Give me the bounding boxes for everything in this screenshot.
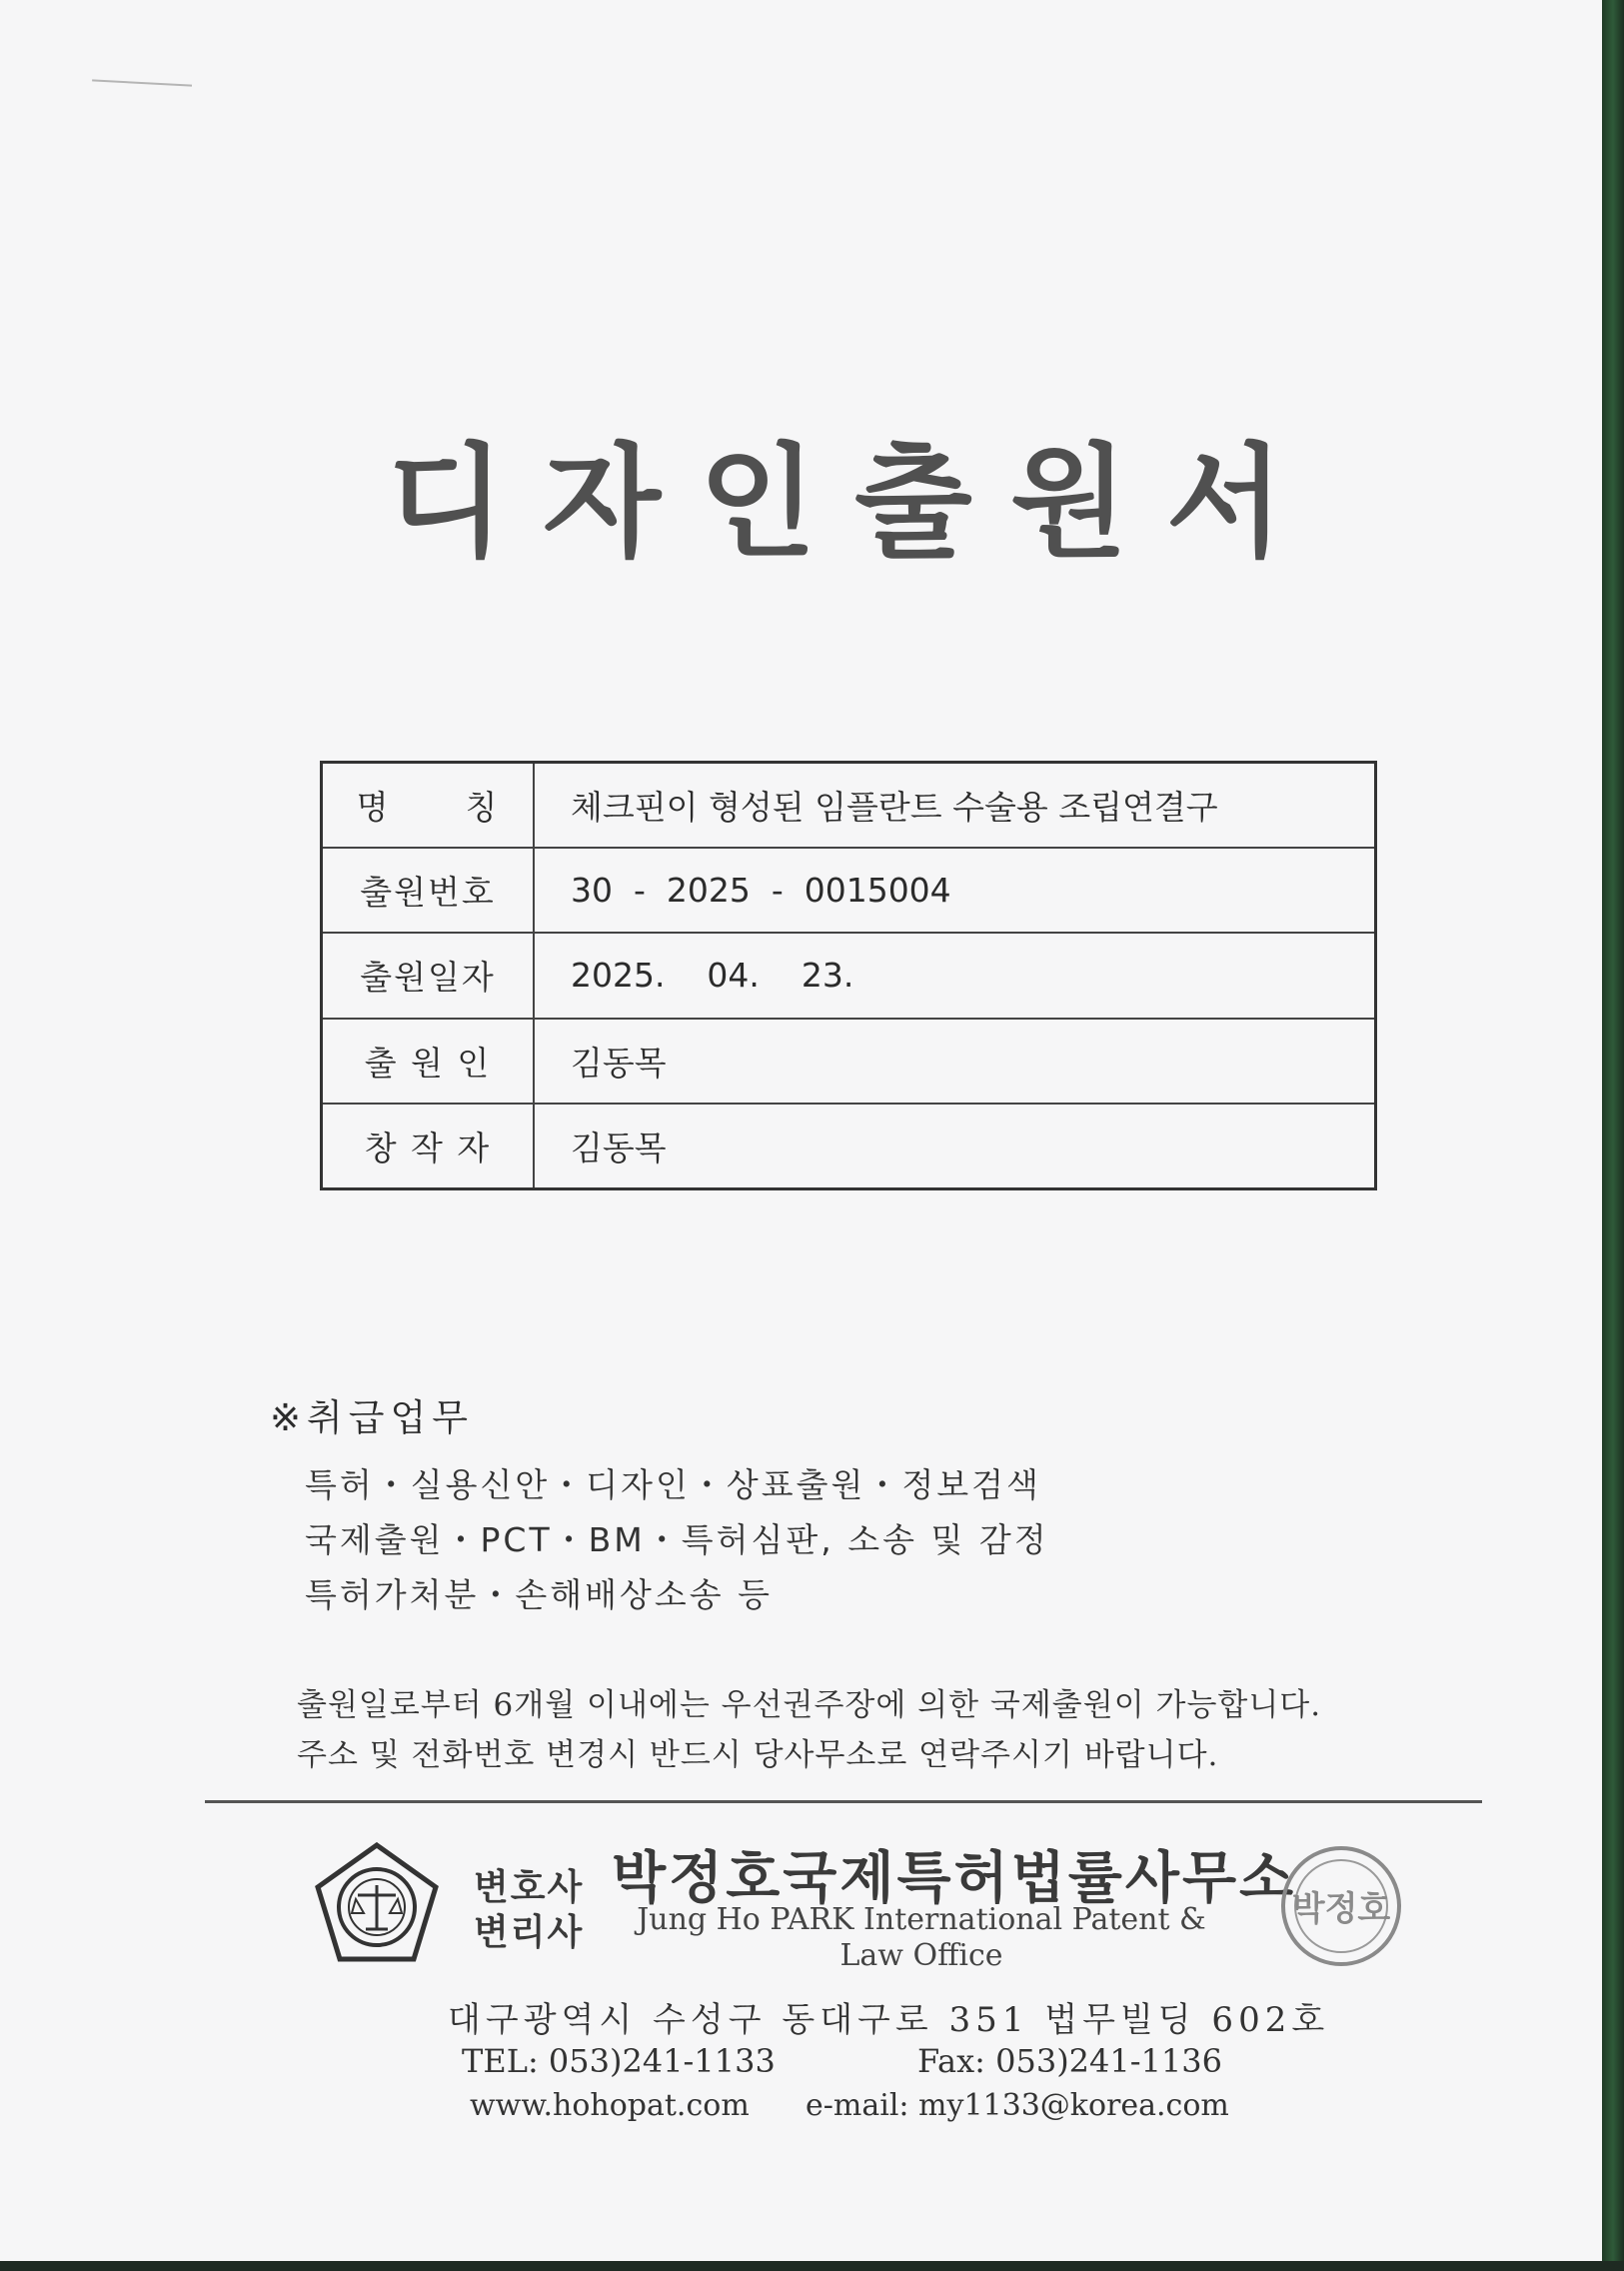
- background-edge: [0, 2261, 1624, 2271]
- row-value-number: 30 - 2025 - 0015004: [534, 848, 1376, 933]
- background-edge: [1602, 0, 1624, 2271]
- role-lawyer: 변호사: [474, 1867, 585, 1908]
- row-label-number: 출원번호: [322, 848, 535, 933]
- office-name-english: Jung Ho PARK International Patent & Law Office: [637, 1902, 1206, 1973]
- application-info-table: [320, 761, 1377, 1190]
- row-value-applicant: 김동목: [534, 1019, 1376, 1104]
- row-label-applicant: 출 원 인: [322, 1019, 535, 1104]
- office-website: www.hohopat.com: [470, 2088, 750, 2123]
- row-value-date: 2025. 04. 23.: [534, 933, 1376, 1018]
- table-row: [322, 933, 1376, 1018]
- office-email: e-mail: my1133@korea.com: [806, 2088, 1229, 2123]
- table-row: [322, 1019, 1376, 1104]
- services-line: 특허가처분・손해배상소송 등: [305, 1575, 774, 1614]
- office-seal-icon: [1279, 1844, 1404, 1969]
- services-line: 특허・실용신안・디자인・상표출원・정보검색: [305, 1465, 1041, 1504]
- row-value-creator: 김동목: [534, 1104, 1376, 1188]
- contact-change-note: 주소 및 전화번호 변경시 반드시 당사무소로 연락주시기 바랍니다.: [297, 1737, 1219, 1773]
- services-line: 국제출원・PCT・BM・특허심판, 소송 및 감정: [305, 1520, 1049, 1559]
- table-row: [322, 763, 1376, 848]
- lawyer-emblem-icon: [312, 1841, 442, 1966]
- office-fax: Fax: 053)241-1136: [917, 2042, 1222, 2080]
- table-row: [322, 1104, 1376, 1188]
- office-tel: TEL: 053)241-1133: [462, 2042, 776, 2080]
- row-label-name: 명 칭: [322, 763, 535, 848]
- document-title: 디자인출원서: [387, 432, 1322, 574]
- row-label-creator: 창 작 자: [322, 1104, 535, 1188]
- office-address: 대구광역시 수성구 동대구로 351 법무빌딩 602호: [448, 2000, 1330, 2040]
- table-row: [322, 848, 1376, 933]
- priority-note: 출원일로부터 6개월 이내에는 우선권주장에 의한 국제출원이 가능합니다.: [297, 1687, 1322, 1723]
- office-name-korean: 박정호국제특허법률사무소: [612, 1846, 1297, 1911]
- footer-divider: [205, 1800, 1482, 1803]
- role-patent-attorney: 변리사: [474, 1912, 585, 1953]
- row-value-name: 체크핀이 형성된 임플란트 수술용 조립연결구: [534, 763, 1376, 848]
- seal-text: 박정호: [1291, 1889, 1391, 1929]
- services-title: ※취급업무: [270, 1396, 474, 1439]
- paper-mark: [92, 79, 192, 89]
- row-label-date: 출원일자: [322, 933, 535, 1018]
